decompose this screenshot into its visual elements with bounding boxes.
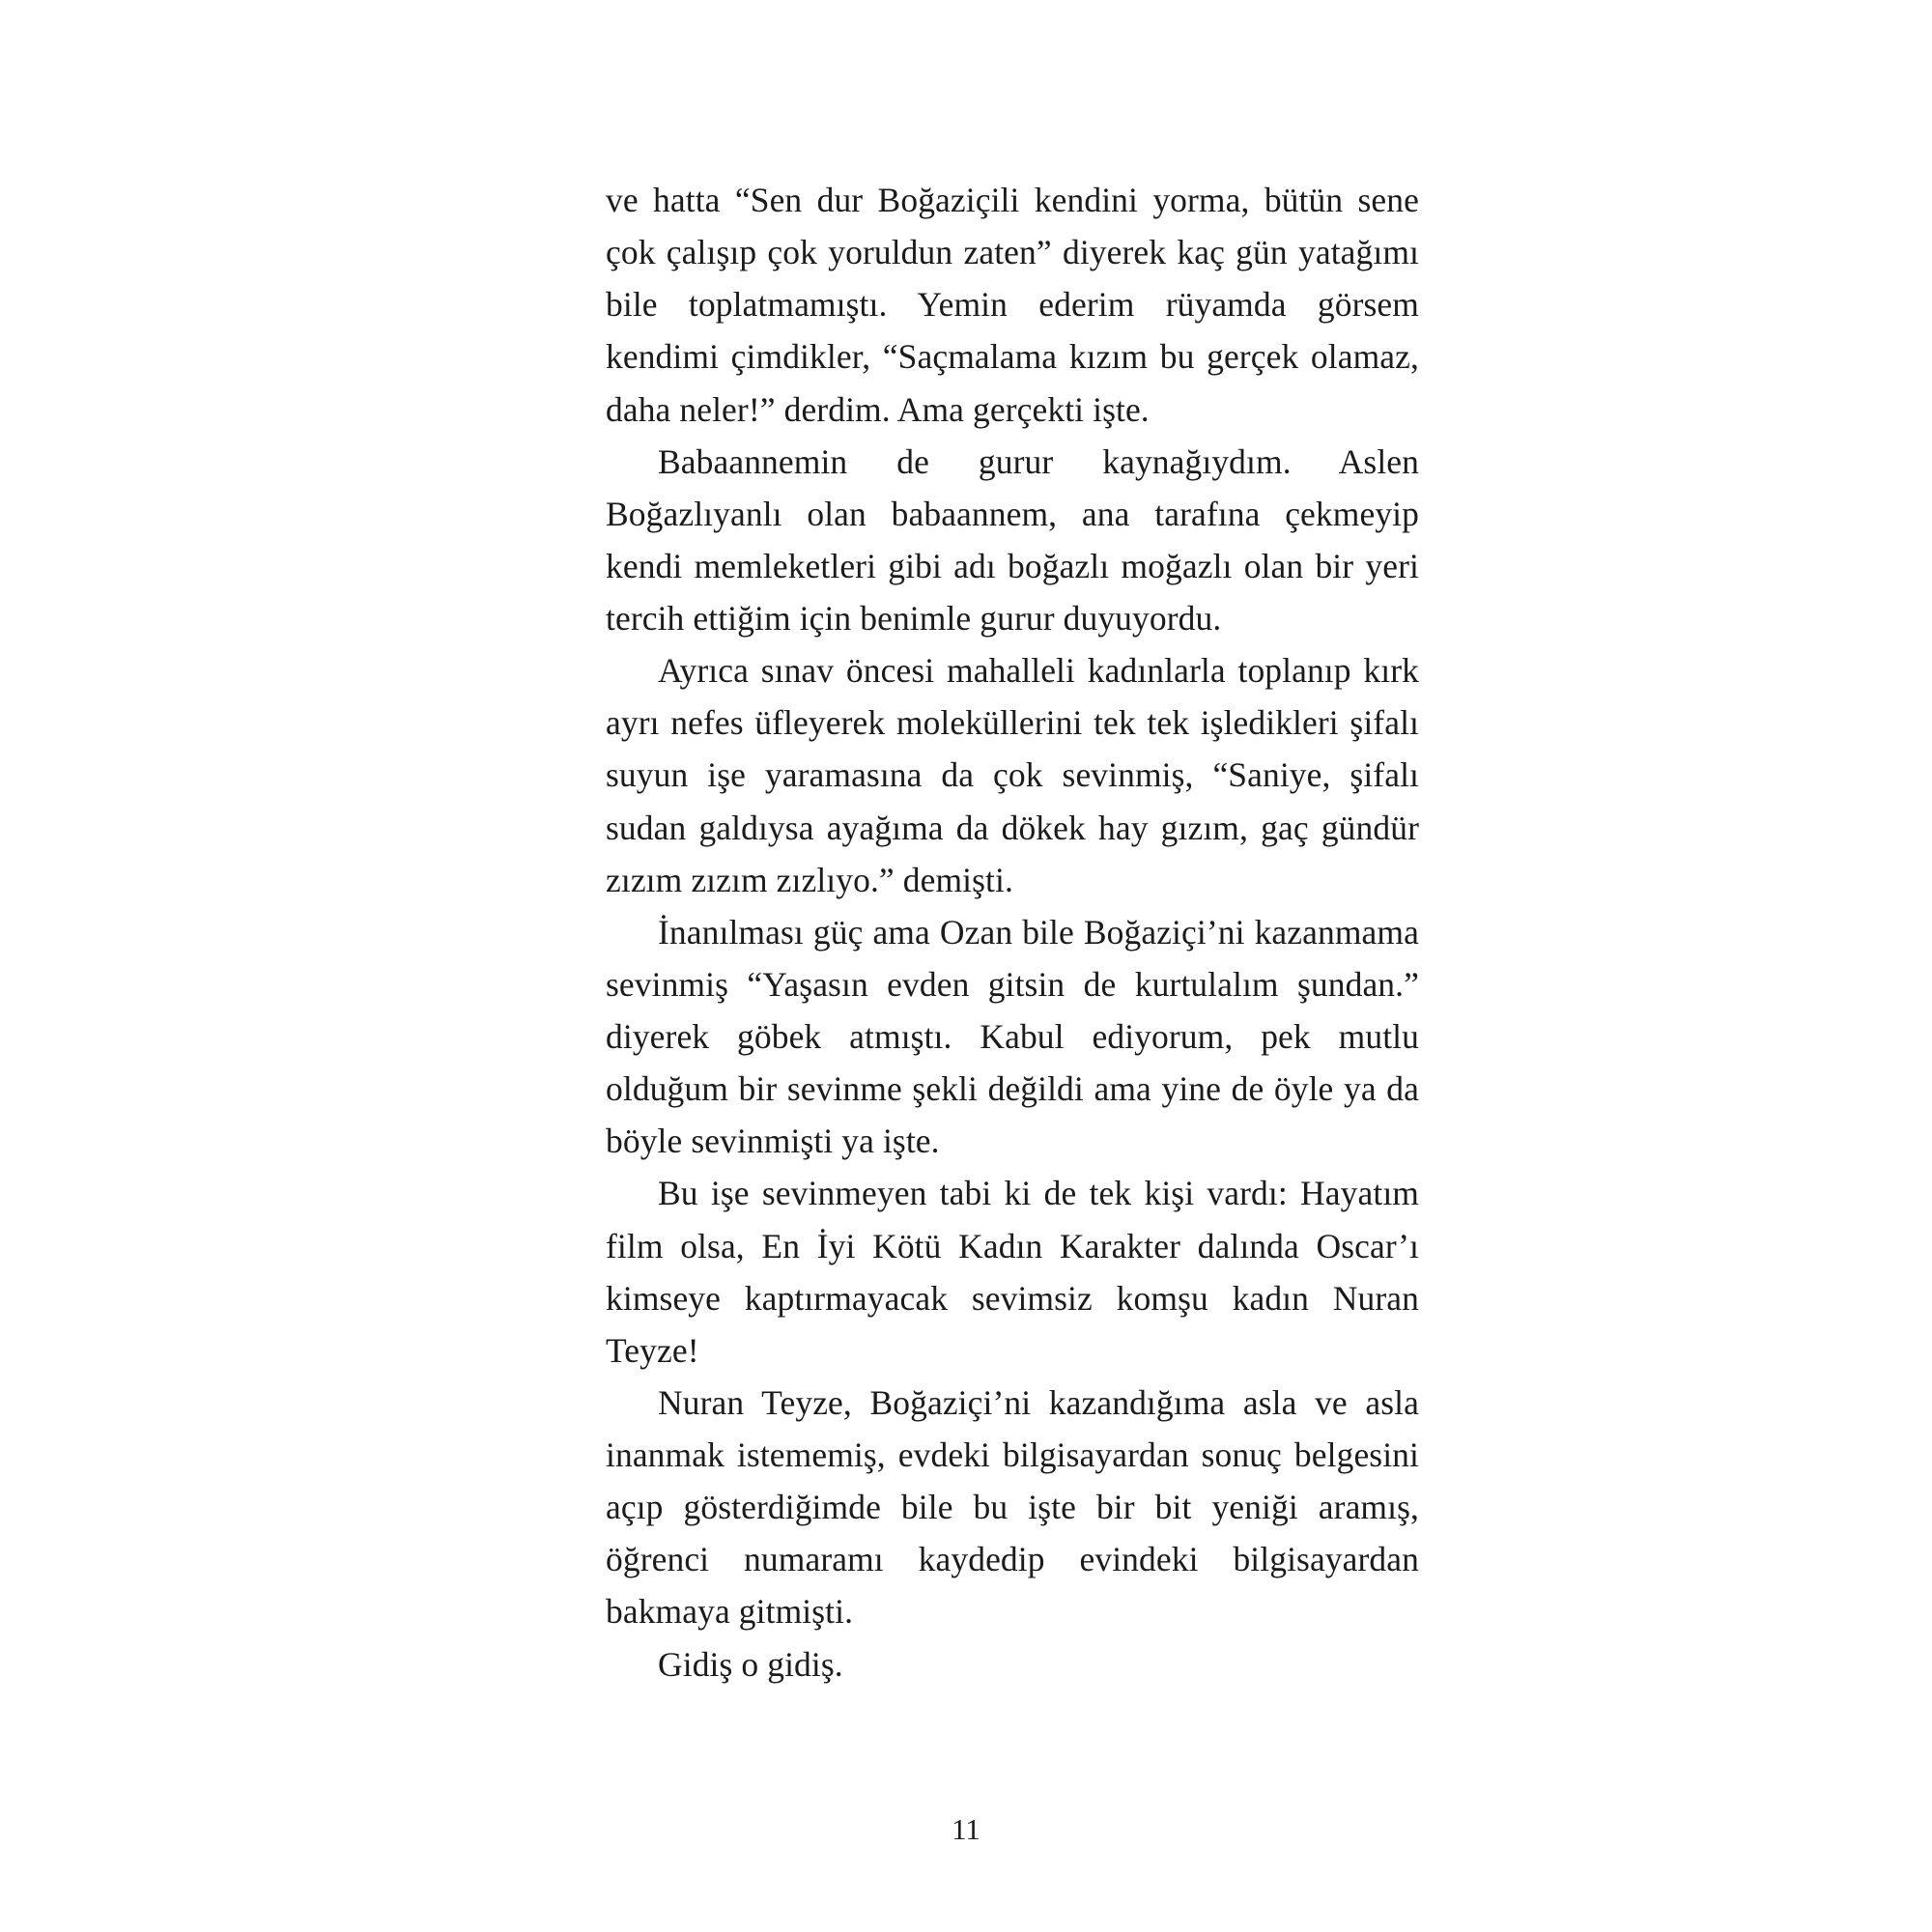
paragraph: Babaannemin de gurur kaynağıydım. Aslen Boğazlıyanlı olan babaannem, ana tarafına çekmeyip kendi memleketleri gibi adı boğazlı moğazlı olan bir yeri tercih ettiğim için benimle gurur duyuyordu. [606, 441, 1419, 638]
paragraph: Bu işe sevinmeyen tabi ki de tek kişi vardı: Hayatım film olsa, En İyi Kötü Kadın Karakter dalında Oscar’ı kimseye kaptırmayacak sevimsiz komşu kadın Nuran Teyze! [606, 1174, 1419, 1370]
paragraph: İnanılması güç ama Ozan bile Boğaziçi’ni kazanmama sevinmiş “Yaşasın evden gitsin de kurtulalım şundan.” diyerek göbek atmıştı. Kabul ediyorum, pek mutlu olduğum bir sevinme şekli değildi ama yine de öyle ya da böyle sevinmişti ya işte. [606, 912, 1419, 1161]
paragraph: Gidiş o gidiş. [658, 1644, 843, 1684]
body-text-column [606, 174, 1419, 1690]
paragraph: Ayrıca sınav öncesi mahalleli kadınlarla toplanıp kırk ayrı nefes üfleyerek moleküllerini tek tek işledikleri şifalı suyun işe yaramasına da çok sevinmiş, “Saniye, şifalı sudan galdıysa ayağıma da dökek hay gızım, gaç gündür zızım zızım zızlıyo.” demişti. [606, 651, 1419, 899]
paragraph: Nuran Teyze, Boğaziçi’ni kazandığıma asla ve asla inanmak istememiş, evdeki bilgisayardan sonuç belgesini açıp gösterdiğimde bile bu işte bir bit yeniği aramış, öğrenci numaramı kaydedip evindeki bilgisayardan bakmaya gitmişti. [606, 1382, 1419, 1632]
paragraph: ve hatta “Sen dur Boğaziçili kendini yorma, bütün sene çok çalışıp çok yoruldun zaten” diyerek kaç gün yatağımı bile toplatmamıştı. Yemin ederim rüyamda görsem kendimi çimdikler, “Saçmalama kızım bu gerçek olamaz, daha neler!” derdim. Ama gerçekti işte. [606, 181, 1419, 429]
page-number: 11 [952, 1812, 980, 1846]
